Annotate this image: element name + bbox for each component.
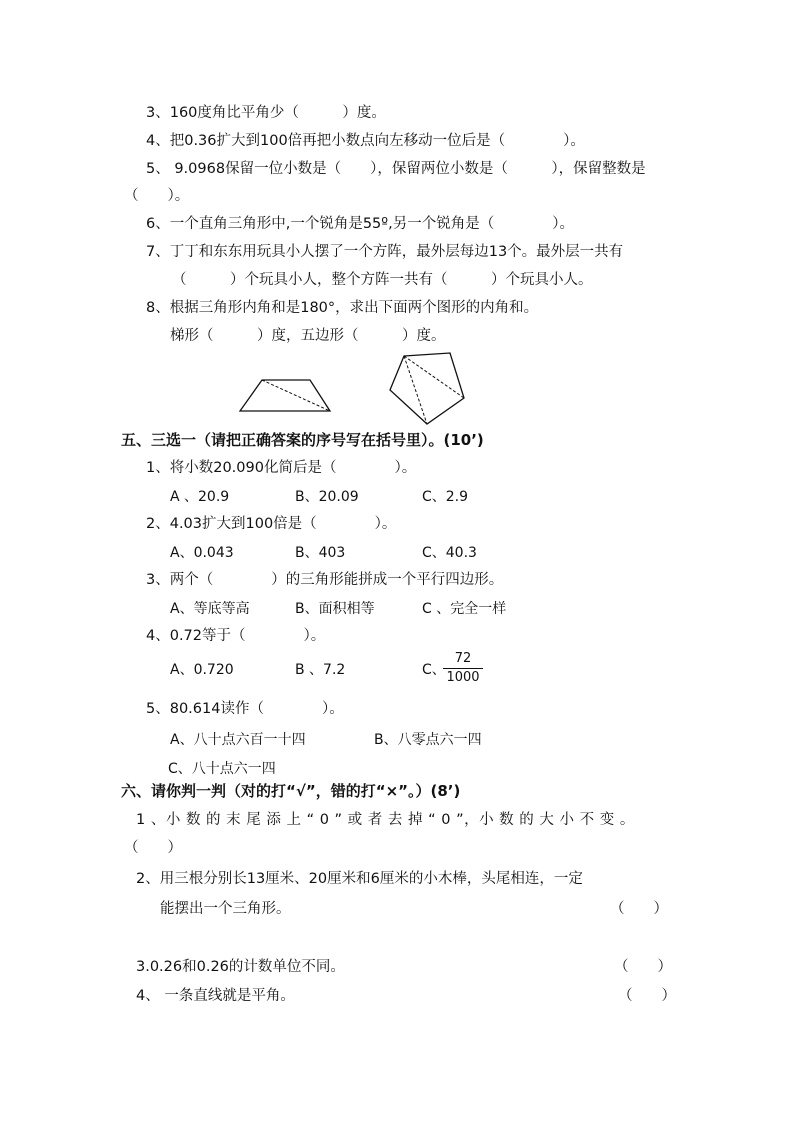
trapezoid-figure — [236, 374, 336, 416]
q1-option-a: A 、20.9 — [170, 489, 230, 505]
question-6-1: 1 、小 数 的 末 尾 添 上 “ 0 ” 或 者 去 掉 “ 0 ”，小 数 的 大 小 不 变 。 — [136, 812, 635, 828]
q3-option-b: B、面积相等 — [295, 601, 375, 617]
q5-option-c: C、八十点六一四 — [168, 761, 276, 777]
q2-option-b: B、403 — [295, 545, 346, 561]
q3-option-c: C 、完全一样 — [422, 601, 507, 617]
question-6-3: 3.0.26和0.26的计数单位不同。 — [136, 959, 345, 975]
q5-option-b: B、八零点六一四 — [374, 732, 482, 748]
question-6-4: 4、 一条直线就是平角。 — [136, 988, 295, 1004]
q4-option-b: B 、7.2 — [295, 662, 346, 678]
q2-option-a: A、0.043 — [170, 545, 234, 561]
q4-option-c: C、 — [422, 662, 446, 678]
question-5-1: 1、将小数20.090化简后是（ ）。 — [146, 460, 417, 476]
question-5-3: 3、两个（ ）的三角形能拼成一个平行四边形。 — [146, 572, 504, 588]
question-4-7-cont: （ ）个玩具小人，整个方阵一共有（ ）个玩具小人。 — [172, 272, 593, 288]
q3-option-a: A、等底等高 — [170, 601, 250, 617]
q2-option-c: C、40.3 — [422, 545, 477, 561]
pentagon-figure — [386, 350, 468, 428]
question-4-8: 8、根据三角形内角和是180°，求出下面两个图形的内角和。 — [146, 300, 539, 316]
question-5-5: 5、80.614读作（ ）。 — [146, 701, 344, 717]
q4-option-c-fraction — [443, 650, 483, 687]
fraction-denominator: 1000 — [446, 670, 480, 685]
question-4-4: 4、把0.36扩大到100倍再把小数点向左移动一位后是（ ）。 — [146, 133, 585, 149]
fraction-numerator: 72 — [443, 650, 483, 669]
question-5-2: 2、4.03扩大到100倍是（ ）。 — [146, 516, 397, 532]
q1-option-c: C、2.9 — [422, 489, 469, 505]
question-6-3-paren: （ ） — [614, 959, 672, 975]
question-4-5: 5、 9.0968保留一位小数是（ ），保留两位小数是（ ），保留整数是 — [146, 161, 646, 177]
question-4-3: 3、160度角比平角少（ ）度。 — [146, 105, 386, 121]
section-5-title: 五、三选一（请把正确答案的序号写在括号里）。(10’) — [121, 431, 484, 449]
trapezoid-outline — [240, 380, 330, 411]
pentagon-diagonal-1 — [404, 356, 464, 398]
q4-option-a: A、0.720 — [170, 662, 234, 678]
pentagon-outline — [390, 353, 464, 424]
question-4-6: 6、一个直角三角形中,一个锐角是55º,另一个锐角是（ ）。 — [146, 216, 574, 232]
question-4-8-cont: 梯形（ ）度，五边形（ ）度。 — [170, 328, 446, 344]
question-4-7: 7、丁丁和东东用玩具小人摆了一个方阵，最外层每边13个。最外层一共有 — [146, 244, 624, 260]
q1-option-b: B、20.09 — [295, 489, 359, 505]
q5-option-a: A、八十点六百一十四 — [170, 732, 306, 748]
question-5-4: 4、0.72等于（ ）。 — [146, 628, 326, 644]
question-4-5-cont: （ ）。 — [124, 188, 190, 204]
question-6-1-paren: （ ） — [124, 840, 182, 856]
question-6-2: 2、用三根分别长13厘米、20厘米和6厘米的小木棒，头尾相连，一定 — [136, 871, 583, 887]
question-6-2-cont: 能摆出一个三角形。 — [160, 901, 291, 917]
question-6-2-paren: （ ） — [610, 901, 668, 917]
question-6-4-paren: （ ） — [618, 988, 676, 1004]
section-6-title: 六、请你判一判（对的打“√”，错的打“×”。）(8’) — [121, 782, 461, 800]
